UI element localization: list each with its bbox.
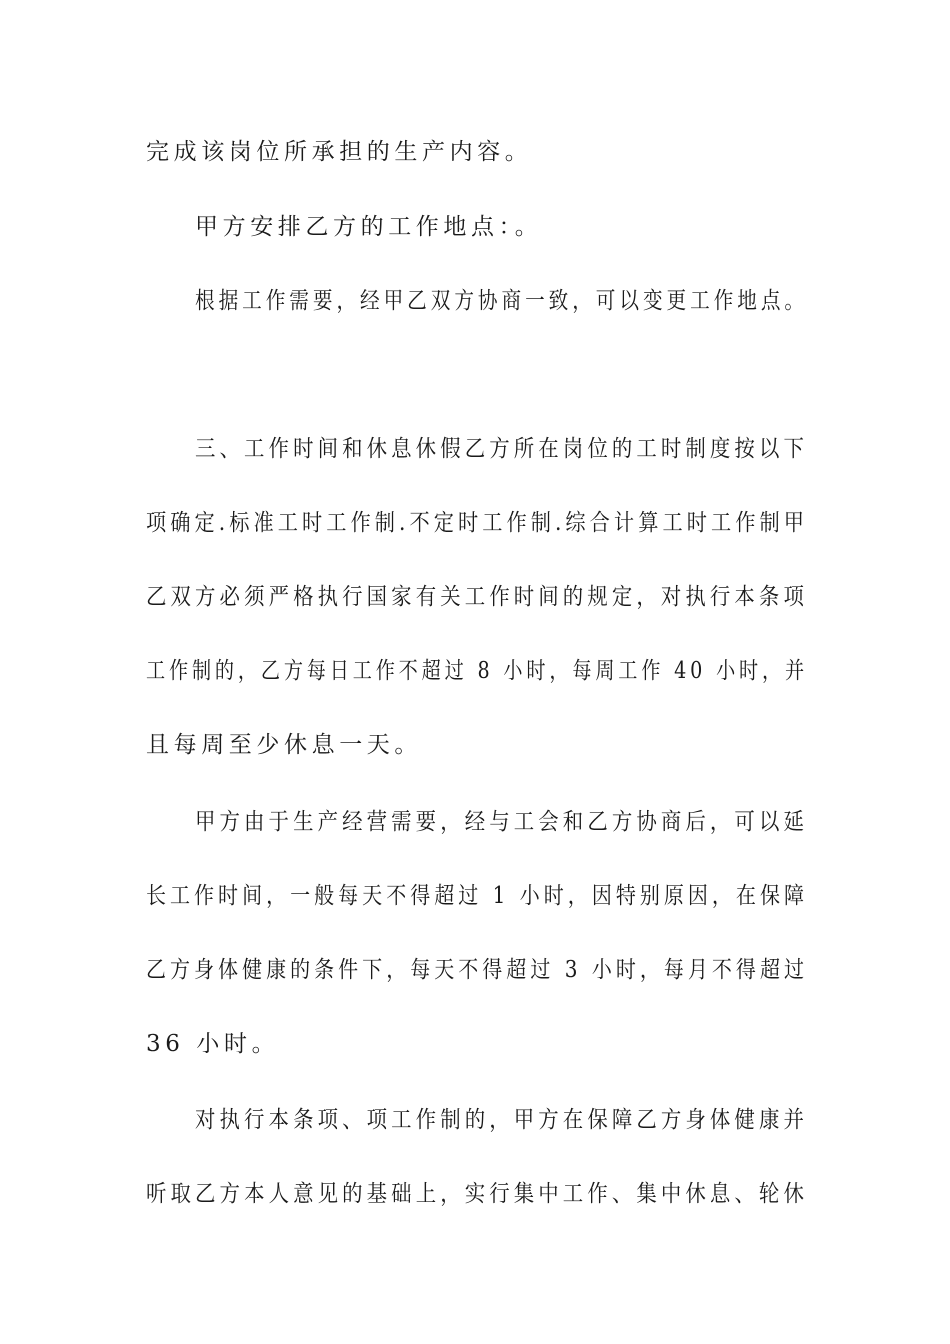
text-line-5: 项确定.标准工时工作制.不定时工作制.综合计算工时工作制甲 <box>146 510 808 536</box>
text-line-7: 工作制的，乙方每日工作不超过 8 小时，每周工作 40 小时，并 <box>146 658 808 684</box>
text-line-9: 甲方由于生产经营需要，经与工会和乙方协商后，可以延 <box>195 809 808 835</box>
text-line-10: 长工作时间，一般每天不得超过 1 小时，因特别原因，在保障 <box>146 883 808 909</box>
text-line-1: 完成该岗位所承担的生产内容。 <box>146 139 533 165</box>
text-line-2: 甲方安排乙方的工作地点：。 <box>195 214 543 240</box>
text-line-6: 乙双方必须严格执行国家有关工作时间的规定，对执行本条项 <box>146 584 808 610</box>
text-line-8: 且每周至少休息一天。 <box>146 732 422 758</box>
text-line-3: 根据工作需要，经甲乙双方协商一致，可以变更工作地点。 <box>195 288 808 314</box>
text-line-14: 听取乙方本人意见的基础上，实行集中工作、集中休息、轮休 <box>146 1181 808 1207</box>
text-line-12: 36 小时。 <box>146 1031 280 1057</box>
section-heading-line: 三、工作时间和休息休假乙方所在岗位的工时制度按以下 <box>195 436 808 462</box>
text-line-11: 乙方身体健康的条件下，每天不得超过 3 小时，每月不得超过 <box>146 957 808 983</box>
text-line-13: 对执行本条项、项工作制的，甲方在保障乙方身体健康并 <box>195 1107 808 1133</box>
